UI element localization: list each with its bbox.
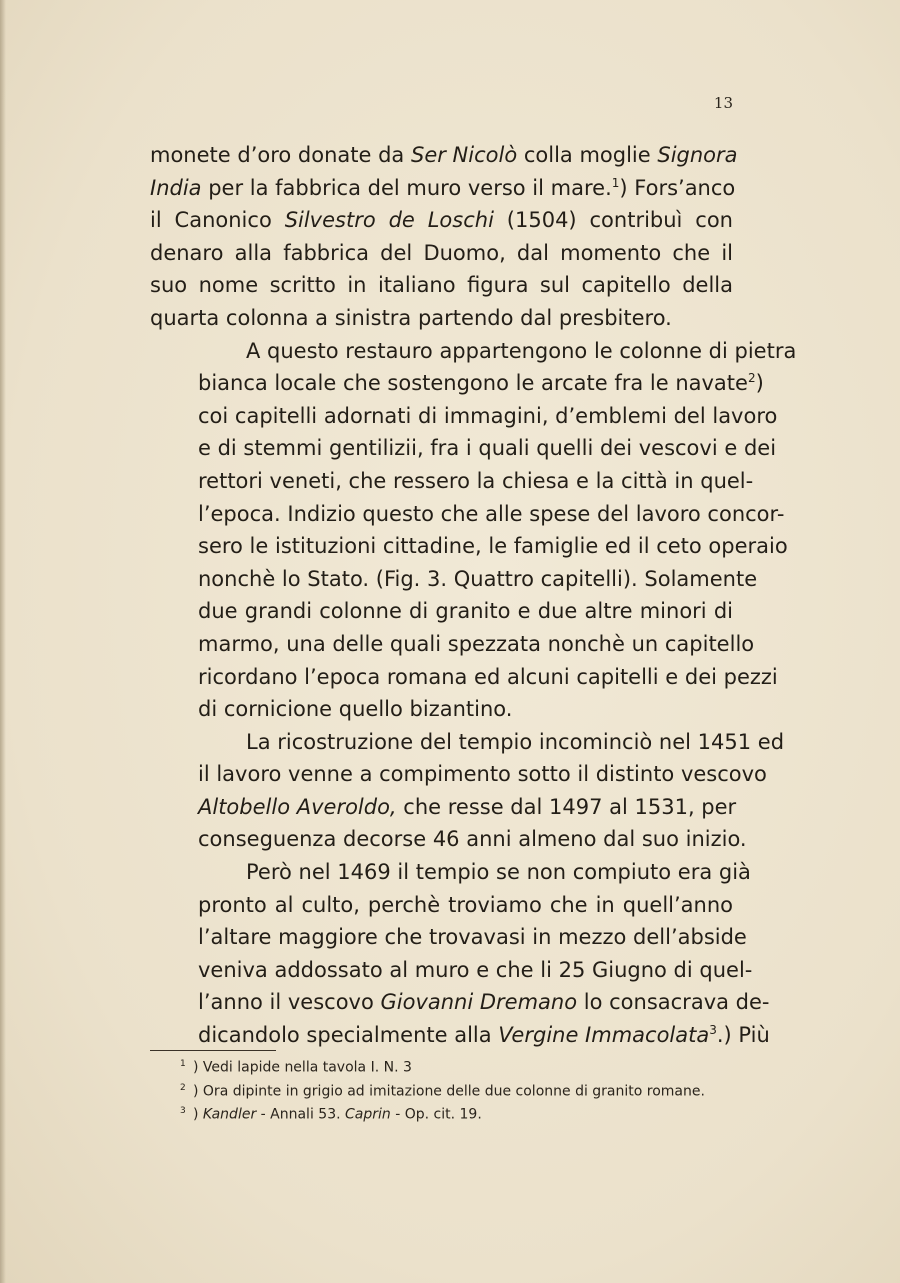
italic-text-run: Giovanni Dremano xyxy=(380,990,578,1015)
text-line xyxy=(150,400,778,433)
text-line xyxy=(150,889,733,922)
footnote-reference: 2 xyxy=(747,371,756,386)
text-run: - Op. cit. 19. xyxy=(390,1106,482,1123)
text-line xyxy=(150,856,751,889)
paragraph xyxy=(150,139,738,335)
paragraph xyxy=(150,726,785,856)
body-text xyxy=(150,139,797,1052)
text-line xyxy=(150,237,733,270)
text-run: ) xyxy=(193,1106,203,1123)
text-run: (1504) contribuì con xyxy=(493,208,733,233)
text-run: il Canonico xyxy=(150,208,285,233)
text-line xyxy=(150,693,733,726)
text-line xyxy=(150,335,797,368)
footnote-separator xyxy=(150,1050,276,1051)
footnote-mark: 2 xyxy=(180,1082,186,1093)
text-line xyxy=(150,204,733,237)
text-run: veniva addossato al muro e che li 25 Giugno di quel- xyxy=(198,957,753,982)
text-run: marmo, una delle quali spezzata nonchè un capitello xyxy=(198,631,755,656)
text-run: Però nel 1469 il tempio se non compiuto era già xyxy=(246,860,751,885)
text-run: per la fabbrica del muro verso il mare. xyxy=(201,175,612,200)
text-line xyxy=(150,791,737,824)
text-run: che resse dal 1497 al 1531, per xyxy=(396,794,737,819)
text-run: La ricostruzione del tempio incominciò nel 1451 ed xyxy=(246,729,785,754)
text-run: ) Fors’anco xyxy=(619,175,736,200)
text-run: conseguenza decorse 46 anni almeno dal suo inizio. xyxy=(198,827,747,852)
text-line xyxy=(150,302,733,335)
footnote-mark: 1 xyxy=(180,1059,186,1069)
italic-text-run: Caprin xyxy=(345,1106,391,1123)
paragraph xyxy=(150,335,797,726)
text-run: colla moglie xyxy=(517,143,658,167)
text-line xyxy=(150,563,758,596)
italic-text-run: India xyxy=(150,175,202,200)
text-line xyxy=(150,921,747,954)
italic-text-run: Kandler xyxy=(202,1106,257,1123)
page-number: 13 xyxy=(713,94,733,112)
text-run: .) Più xyxy=(716,1023,770,1048)
text-line xyxy=(150,1019,770,1052)
text-line xyxy=(150,367,764,400)
italic-text-run: Altobello Averoldo, xyxy=(198,794,397,819)
italic-text-run: Silvestro de Loschi xyxy=(284,208,494,233)
text-run: rettori veneti, che ressero la chiesa e la città in quel- xyxy=(198,468,754,493)
text-line xyxy=(150,628,755,661)
text-run: coi capitelli adornati di immagini, d’emblemi del lavoro xyxy=(198,403,778,428)
italic-text-run: Ser Nicolò xyxy=(410,143,518,167)
italic-text-run: Signora xyxy=(657,143,738,167)
text-run: ricordano l’epoca romana ed alcuni capitelli e dei pezzi xyxy=(198,664,778,689)
paragraph xyxy=(150,856,770,1052)
text-line xyxy=(150,726,785,759)
text-run: sero le istituzioni cittadine, le famiglie ed il ceto operaio xyxy=(198,534,788,559)
text-line xyxy=(150,823,747,856)
footnotes xyxy=(180,1054,738,1125)
text-line xyxy=(150,986,770,1019)
text-run: ) xyxy=(755,371,764,396)
text-line xyxy=(150,530,788,563)
page-edge-shadow xyxy=(0,0,6,1283)
text-run: di cornicione quello bizantino. xyxy=(198,697,513,722)
footnote xyxy=(180,1101,738,1125)
text-run: l’anno il vescovo xyxy=(198,990,381,1015)
text-line xyxy=(150,172,736,205)
text-line xyxy=(150,498,785,531)
text-line xyxy=(150,661,778,694)
text-run: e di stemmi gentilizii, fra i quali quelli dei vescovi e dei xyxy=(198,436,777,461)
text-run: dicandolo specialmente alla xyxy=(198,1023,499,1048)
text-run: pronto al culto, perchè troviamo che in quell’anno xyxy=(198,892,733,917)
text-run: nonchè lo Stato. (Fig. 3. Quattro capitelli). Solamente xyxy=(198,566,758,591)
text-line xyxy=(150,465,754,498)
text-run: suo nome scritto in italiano figura sul capitello della xyxy=(150,273,733,298)
text-run: denaro alla fabbrica del Duomo, dal momento che il xyxy=(150,240,733,265)
text-run: l’altare maggiore che trovavasi in mezzo dell’abside xyxy=(198,925,747,950)
text-run: - Annali 53. xyxy=(256,1106,346,1123)
text-run: monete d’oro donate da xyxy=(150,143,411,167)
text-run: il lavoro venne a compimento sotto il distinto vescovo xyxy=(198,762,767,787)
text-run: bianca locale che sostengono le arcate fra le navate xyxy=(198,371,748,396)
footnote-reference: 3 xyxy=(709,1023,717,1038)
text-run: A questo restauro appartengono le colonne di pietra xyxy=(246,338,797,363)
footnote-reference: 1 xyxy=(611,175,620,190)
footnote xyxy=(180,1078,738,1102)
text-line xyxy=(150,758,767,791)
footnote xyxy=(180,1054,738,1078)
text-run: ) Vedi lapide nella tavola I. N. 3 xyxy=(193,1059,412,1076)
text-run: due grandi colonne di granito e due altre minori di xyxy=(198,599,733,624)
italic-text-run: Vergine Immacolata xyxy=(498,1023,710,1048)
text-run: lo consacrava de- xyxy=(577,990,770,1015)
text-line xyxy=(150,595,733,628)
footnote-mark: 3 xyxy=(180,1106,186,1117)
text-line xyxy=(150,432,777,465)
text-line xyxy=(150,139,738,172)
text-line xyxy=(150,269,733,302)
text-run: quarta colonna a sinistra partendo dal presbitero. xyxy=(150,305,672,330)
text-run: ) Ora dipinte in grigio ad imitazione delle due colonne di granito romane. xyxy=(193,1083,705,1100)
text-run: l’epoca. Indizio questo che alle spese del lavoro concor- xyxy=(198,501,785,526)
text-line xyxy=(150,954,753,987)
